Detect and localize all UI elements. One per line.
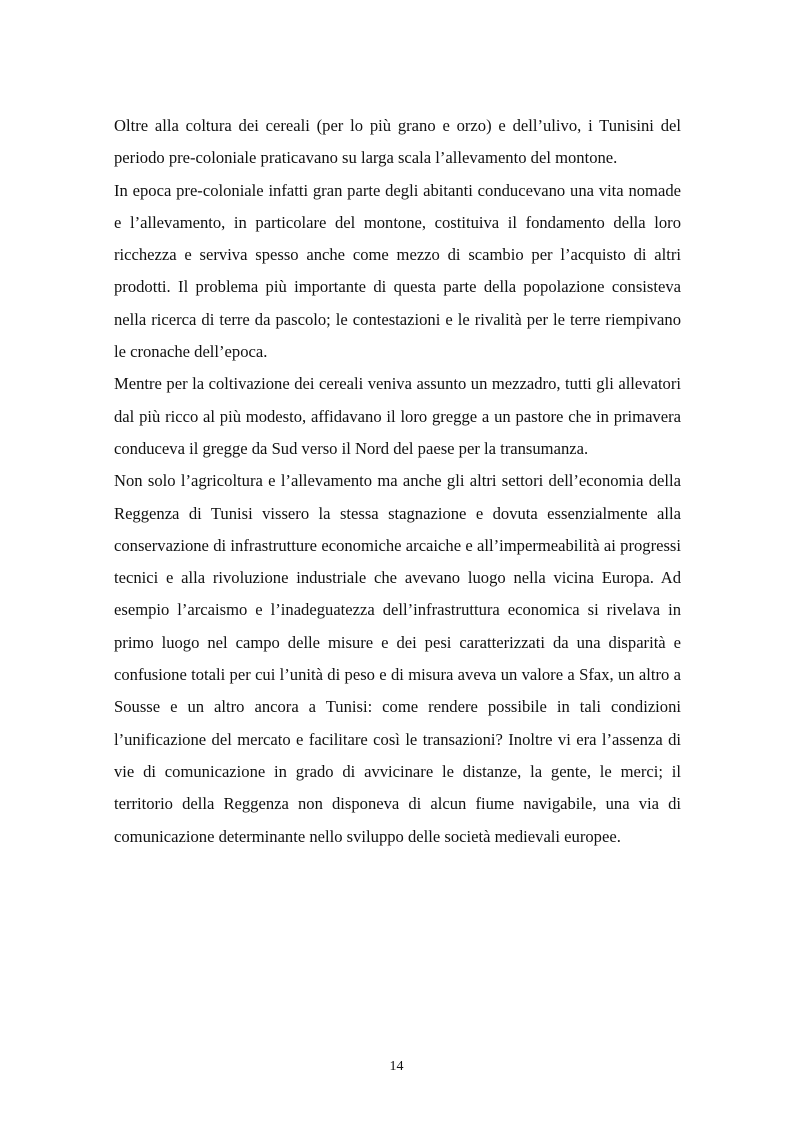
paragraph-nomadic-life: In epoca pre-coloniale infatti gran parte degli abitanti conducevano una vita nomade e l’allevamento, in particolare del montone, costituiva il fondamento della loro ricchezza e serviva spesso anche come mezzo di scambio per l’acquisto di altri prodotti. Il problema più importante di questa parte della popolazione consisteva nella ricerca di terre da pascolo; le contestazioni e le rivalità per le terre riempivano le cronache dell’epoca. <box>114 180 681 362</box>
paragraph-sharecropper-transhumance: Mentre per la coltivazione dei cereali veniva assunto un mezzadro, tutti gli allevatori dal più ricco al più modesto, affidavano il loro gregge a un pastore che in primavera conduceva il gregge da Sud verso il Nord del paese per la transumanza. <box>114 374 681 458</box>
page-number: 14 <box>389 1059 404 1074</box>
paragraph-economic-stagnation: Non solo l’agricoltura e l’allevamento ma anche gli altri settori dell’economia della Reggenza di Tunisi vissero la stessa stagnazione e dovuta essenzialmente alla conservazione di infrastrutture economiche arcaiche e all’impermeabilità ai progressi tecnici e alla rivoluzione industriale che avevano luogo nella vicina Europa. Ad esempio l’arcaismo e l’inadeguatezza dell’infrastruttura economica si rivelava in primo luogo nel campo delle misure e dei pesi caratterizzati da una disparità e confusione totali per cui l’unità di peso e di misura aveva un valore a Sfax, un altro a Sousse e un altro ancora a Tunisi: come rendere possibile in tali condizioni l’unificazione del mercato e facilitare così le transazioni? Inoltre vi era l’assenza di vie di comunicazione in grado di avvicinare le distanze, la gente, le merci; il territorio della Reggenza non disponeva di alcun fiume navigabile, una via di comunicazione determinante nello sviluppo delle società medievali europee. <box>114 471 681 846</box>
paragraph-cereals-livestock: Oltre alla coltura dei cereali (per lo più grano e orzo) e dell’ulivo, i Tunisini del periodo pre-coloniale praticavano su larga scala l’allevamento del montone. <box>114 116 681 168</box>
document-body <box>114 110 681 853</box>
